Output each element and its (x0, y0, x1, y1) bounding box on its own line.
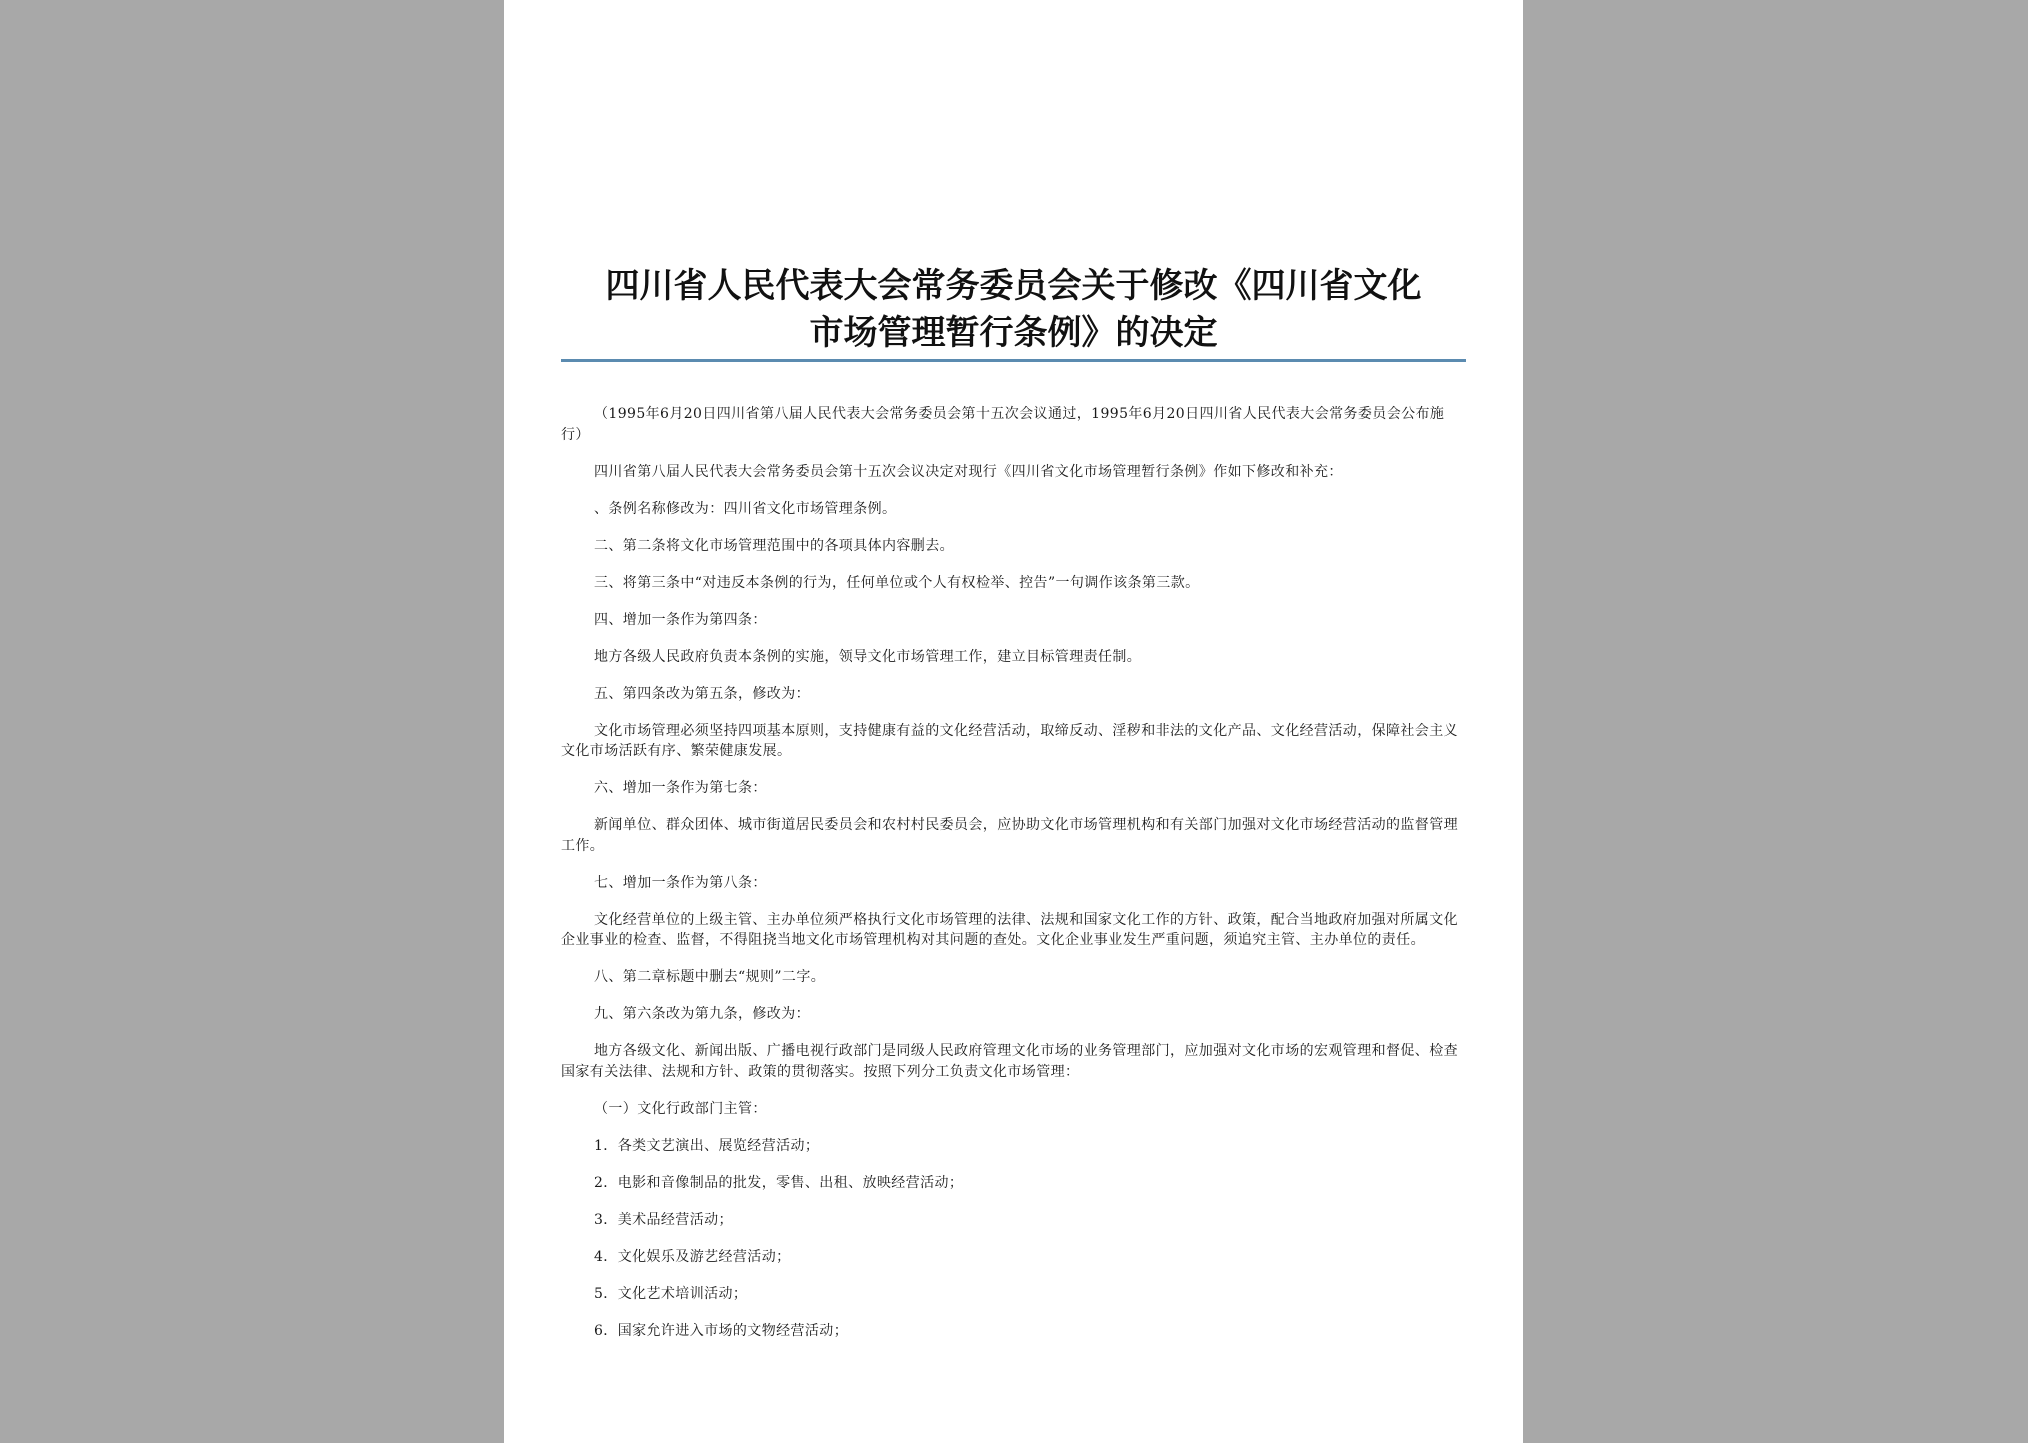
paragraph-item-6: 六、增加一条作为第七条： (594, 780, 767, 796)
paragraph-item-3: 三、将第三条中“对违反本条例的行为，任何单位或个人有权检举、控告”一句调作该条第三款。 (594, 574, 1200, 591)
paragraph-sub-1: （一）文化行政部门主管： (594, 1100, 767, 1117)
paragraph-item-6-text: 新闻单位、群众团体、城市街道居民委员会和农村村民委员会，应协助文化市场管理机构和有关部门加强对文化市场经营活动的监督管理工作。 (561, 817, 1458, 854)
document-page (504, 0, 1523, 1443)
paragraph-item-5: 五、第四条改为第五条，修改为： (594, 685, 810, 702)
paragraph-item-9-text: 地方各级文化、新闻出版、广播电视行政部门是同级人民政府管理文化市场的业务管理部门，应加强对文化市场的宏观管理和督促、检查国家有关法律、法规和方针、政策的贯彻落实。按照下列分工负责文化市场管理： (561, 1043, 1458, 1080)
paragraph-source-note: （1995年6月20日四川省第八届人民代表大会常务委员会第十五次会议通过，1995年6月20日四川省人民代表大会常务委员会公布施行） (561, 406, 1445, 443)
paragraph-item-8: 八、第二章标题中删去“规则”二字。 (594, 969, 826, 985)
paragraph-item-5-text: 文化市场管理必须坚持四项基本原则，支持健康有益的文化经营活动，取缔反动、淫秽和非法的文化产品、文化经营活动，保障社会主义文化市场活跃有序、繁荣健康发展。 (561, 722, 1458, 759)
paragraph-item-7-text: 文化经营单位的上级主管、主办单位须严格执行文化市场管理的法律、法规和国家文化工作的方针、政策，配合当地政府加强对所属文化企业事业的检查、监督，不得阻挠当地文化市场管理机构对其问题的查处。文化企业事业发生严重问题，须追究主管、主办单位的责任。 (561, 911, 1458, 948)
paragraph-intro: 四川省第八届人民代表大会常务委员会第十五次会议决定对现行《四川省文化市场管理暂行条例》作如下修改和补充： (594, 463, 1343, 480)
title-divider (561, 359, 1466, 362)
document-title-line-2: 市场管理暂行条例》的决定 (809, 313, 1218, 353)
list-item: 3．美术品经营活动； (594, 1211, 733, 1228)
document-title-line-1: 四川省人民代表大会常务委员会关于修改《四川省文化 (605, 266, 1422, 306)
list-item: 1．各类文艺演出、展览经营活动； (594, 1137, 820, 1154)
paragraph-item-9: 九、第六条改为第九条，修改为： (594, 1006, 810, 1022)
paragraph-item-7: 七、增加一条作为第八条： (594, 874, 767, 891)
list-item: 5．文化艺术培训活动； (594, 1285, 748, 1302)
paragraph-item-2: 二、第二条将文化市场管理范围中的各项具体内容删去。 (594, 537, 954, 554)
document-body (561, 404, 1466, 1358)
paragraph-item-4: 四、增加一条作为第四条： (594, 611, 767, 628)
list-item: 6．国家允许进入市场的文物经营活动； (594, 1322, 849, 1339)
paragraph-item-1: 、条例名称修改为：四川省文化市场管理条例。 (594, 500, 897, 517)
list-item: 2．电影和音像制品的批发，零售、出租、放映经营活动； (594, 1174, 964, 1191)
list-item: 4．文化娱乐及游艺经营活动； (594, 1248, 791, 1265)
paragraph-item-4-text: 地方各级人民政府负责本条例的实施，领导文化市场管理工作，建立目标管理责任制。 (594, 648, 1142, 665)
